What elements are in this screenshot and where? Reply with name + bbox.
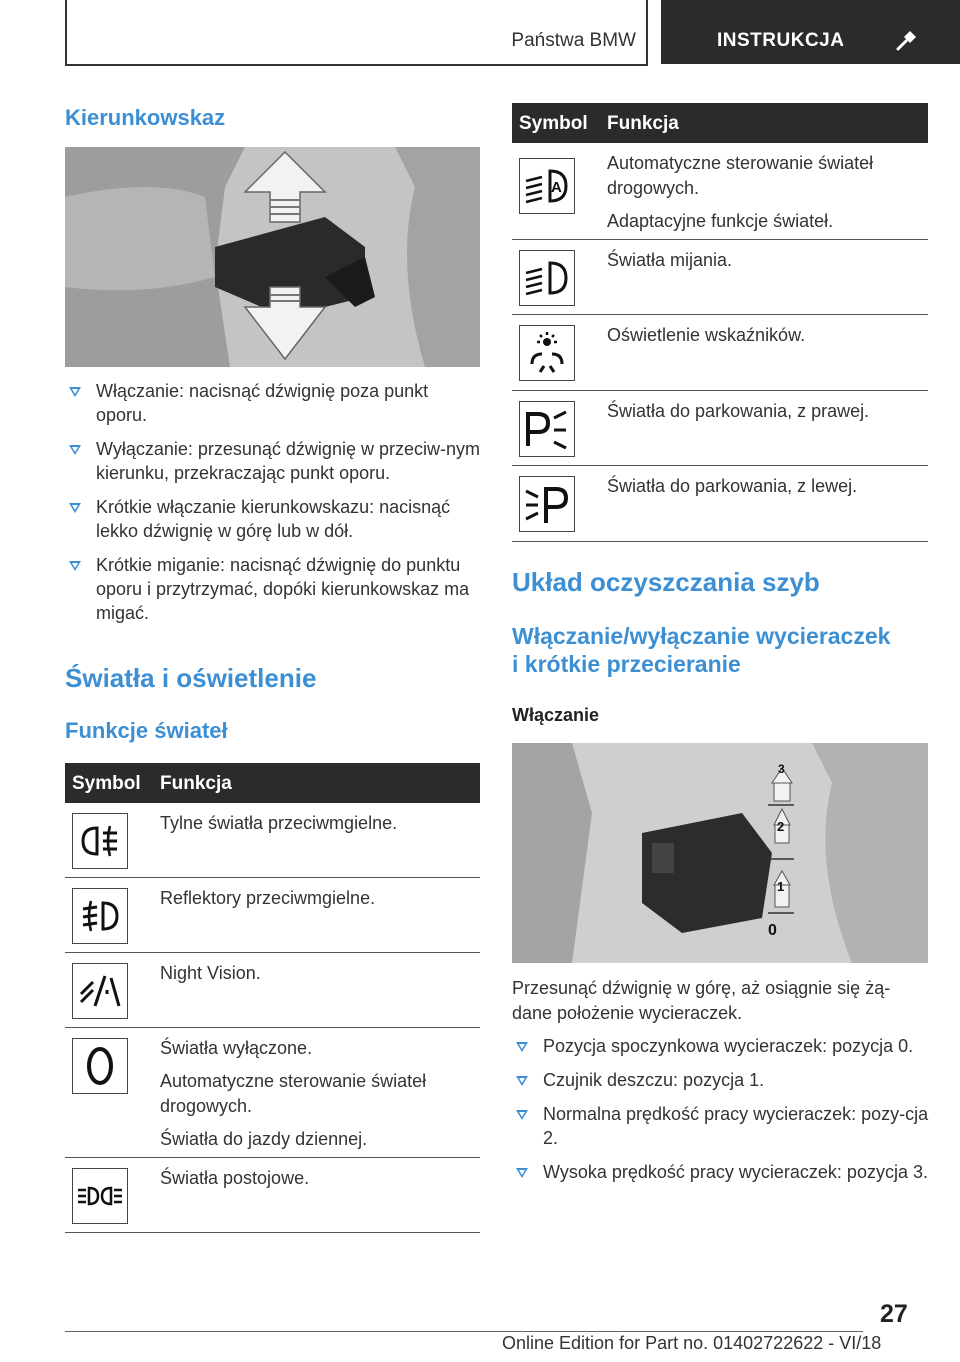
minor-title-switching-on: Włączanie [512, 705, 600, 725]
table-row [512, 466, 928, 542]
auto-headlight-icon [519, 158, 575, 214]
wiper-lever-image [512, 743, 928, 963]
function-text: Światła mijania. [607, 250, 733, 270]
parking-light-left-icon [519, 476, 575, 532]
position-label-1: 1 [777, 879, 785, 894]
table-row [512, 315, 928, 391]
light-functions-table-continued [512, 103, 928, 542]
function-cell [160, 1036, 476, 1160]
column-header-function: Funkcja [607, 113, 679, 134]
turn-signal-bullet-list [65, 379, 483, 635]
night-vision-icon [72, 963, 128, 1019]
header-rule-left [65, 0, 67, 66]
header-rule-right [646, 0, 648, 66]
list-item: Wysoka prędkość pracy wycieraczek: pozycja 3. [512, 1160, 930, 1184]
parking-lights-icon [72, 1168, 128, 1224]
instrument-lighting-icon [519, 325, 575, 381]
section-title-turn-signal: Kierunkowskaz [65, 105, 226, 130]
parking-light-right-icon [519, 401, 575, 457]
function-text: Światła postojowe. [160, 1168, 310, 1188]
function-cell [607, 399, 924, 432]
table-row [512, 391, 928, 466]
function-text: Automatyczne sterowanie świateł drogowych. [607, 153, 874, 198]
paragraph-line: Przesunąć dźwignię w górę, aż osiągnie się żą- [512, 978, 891, 998]
function-text: Światła do jazdy dziennej. [160, 1129, 368, 1149]
function-text: Night Vision. [160, 963, 261, 983]
table-row [65, 1028, 480, 1158]
header-rule-bottom [65, 64, 648, 66]
front-fog-light-icon [72, 888, 128, 944]
light-functions-table [65, 763, 480, 1233]
subsection-title-wipers-2: i krótkie przecieranie [512, 651, 741, 677]
function-cell [607, 474, 924, 507]
svg-text:A: A [551, 179, 562, 196]
column-header-function: Funkcja [160, 773, 232, 794]
list-item: Krótkie włączanie kierunkowskazu: nacisnąć lekko dźwignię w górę lub w dół. [65, 495, 483, 543]
position-label-2: 2 [777, 819, 785, 834]
low-beam-icon [519, 250, 575, 306]
function-text: Reflektory przeciwmgielne. [160, 888, 376, 908]
footer-edition-text: Online Edition for Part no. 01402722622 - VI/18 [502, 1333, 882, 1353]
column-header-symbol: Symbol [72, 773, 141, 794]
position-label-3: 3 [778, 762, 785, 776]
function-cell [607, 323, 924, 356]
chapter-title-wipers: Układ oczyszczania szyb [512, 567, 820, 597]
table-row [512, 143, 928, 240]
list-item: Krótkie miganie: nacisnąć dźwignię do punktu oporu i przytrzymać, dopóki kierunkowskaz ma migać. [65, 553, 483, 625]
list-item: Wyłączanie: przesunąć dźwignię w przeciw-nym kierunku, przekraczając punkt oporu. [65, 437, 483, 485]
table-header [512, 103, 928, 143]
function-text: Automatyczne sterowanie świateł drogowych. [160, 1071, 427, 1116]
table-row [65, 953, 480, 1028]
rear-fog-light-icon [72, 813, 128, 869]
function-text: Światła do parkowania, z lewej. [607, 476, 858, 496]
function-cell [160, 961, 476, 994]
function-text: Oświetlenie wskaźników. [607, 325, 806, 345]
function-cell [160, 886, 476, 919]
function-cell [607, 248, 924, 281]
function-text: Adaptacyjne funkcje świateł. [607, 211, 834, 231]
table-row [65, 878, 480, 953]
header-tab-instrukcja[interactable] [661, 0, 960, 64]
list-item: Włączanie: nacisnąć dźwignię poza punkt oporu. [65, 379, 483, 427]
page-number: 27 [880, 1300, 908, 1328]
wiper-positions-list [512, 1034, 930, 1194]
paragraph-line: dane położenie wycieraczek. [512, 1003, 743, 1023]
subsection-title-wipers-1: Włączanie/wyłączanie wycieraczek [512, 623, 891, 649]
table-row [512, 240, 928, 315]
table-header [65, 763, 480, 803]
turn-signal-lever-image [65, 147, 480, 367]
function-cell [160, 811, 476, 844]
position-label-0: 0 [768, 922, 777, 939]
list-item: Pozycja spoczynkowa wycieraczek: pozycja 0. [512, 1034, 930, 1058]
function-text: Światła do parkowania, z prawej. [607, 401, 870, 421]
column-header-symbol: Symbol [519, 113, 588, 134]
footer-rule [65, 1331, 863, 1332]
lights-off-zero-icon [72, 1038, 128, 1094]
list-item: Czujnik deszczu: pozycja 1. [512, 1068, 930, 1092]
function-cell [160, 1166, 476, 1199]
header-brand: Państwa BMW [511, 30, 636, 51]
chapter-title-lights: Światła i oświetlenie [65, 663, 317, 693]
function-text: Tylne światła przeciwmgielne. [160, 813, 398, 833]
function-cell [607, 151, 924, 242]
table-row [65, 803, 480, 878]
subsection-title-light-functions: Funkcje świateł [65, 718, 228, 743]
wrench-pin-icon [895, 28, 919, 52]
wiper-instruction-paragraph [512, 976, 930, 1026]
table-row [65, 1158, 480, 1233]
function-text: Światła wyłączone. [160, 1038, 313, 1058]
list-item: Normalna prędkość pracy wycieraczek: pozy-cja 2. [512, 1102, 930, 1150]
header-tab-label: INSTRUKCJA [717, 30, 845, 51]
